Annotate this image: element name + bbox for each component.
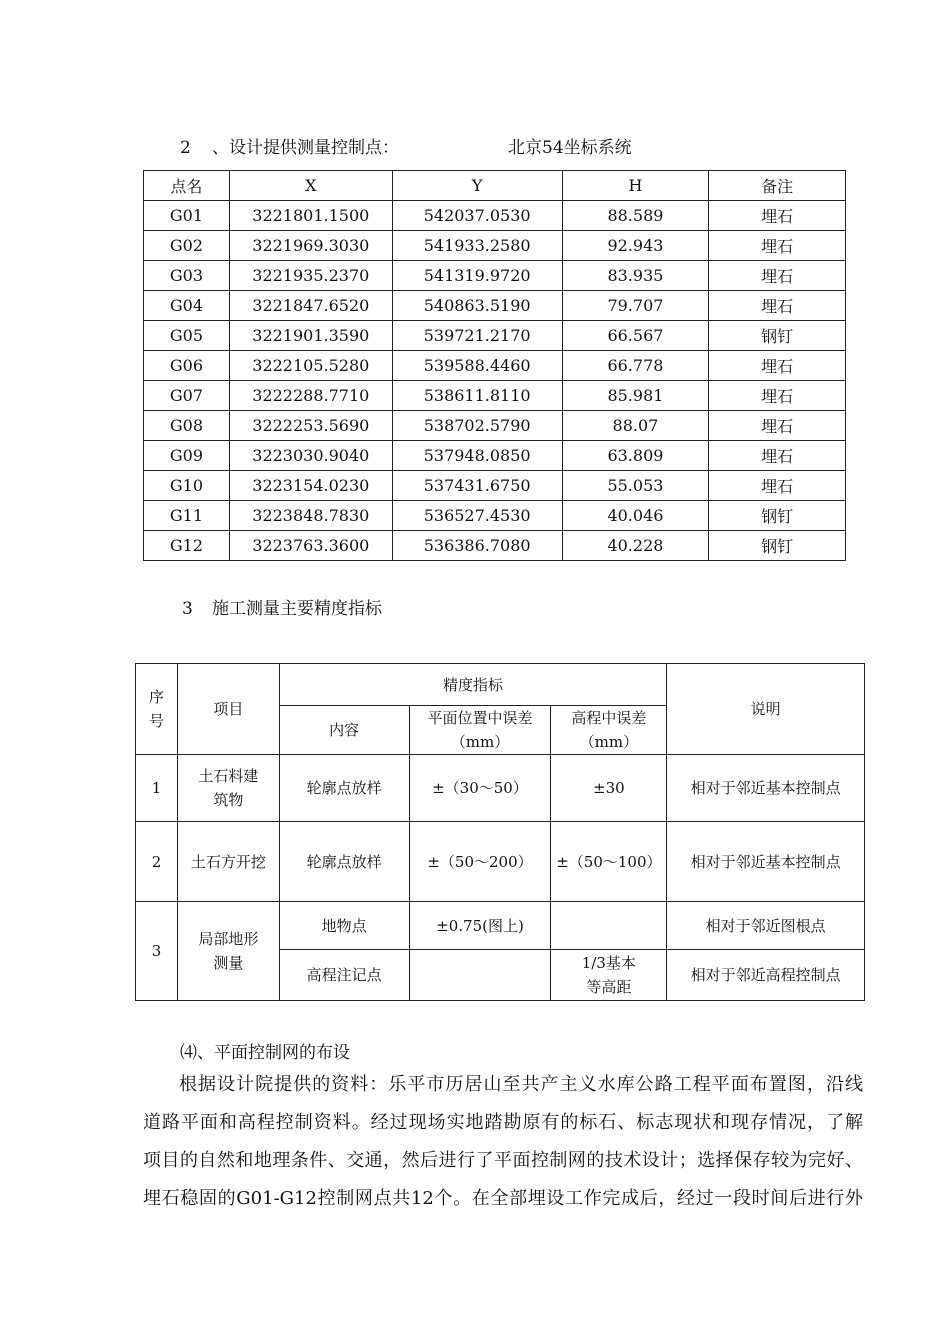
cell-remark: 钢钉 [709,321,846,351]
paragraph-line: 根据设计院提供的资料：乐平市历居山至共产主义水库公路工程平面布置图，沿线 [179,1074,863,1095]
cell-point-name: G11 [144,501,230,531]
cell-remark: 钢钉 [709,531,846,561]
cell-y: 538611.8110 [392,381,562,411]
cell-h: 85.981 [562,381,709,411]
cell-x: 3221847.6520 [229,291,392,321]
header-item: 项目 [177,664,279,755]
cell-x: 3222288.7710 [229,381,392,411]
header-height-error: 高程中误差 （mm） [551,706,667,755]
control-points-body [144,201,846,561]
cell-remark: 埋石 [709,231,846,261]
cell-item: 土石方开挖 [177,822,279,902]
paragraph-line: 道路平面和高程控制资料。经过现场实地踏勘原有的标石、标志现状和现存情况，了解 [143,1112,863,1133]
table-row [144,531,846,561]
cell-remark: 埋石 [709,201,846,231]
cell-h: 88.07 [562,411,709,441]
cell-x: 3221801.1500 [229,201,392,231]
cell-y: 541933.2580 [392,231,562,261]
cell-seq: 1 [136,755,178,822]
section-3-number: 3 [182,599,193,619]
cell-h: 66.778 [562,351,709,381]
cell-h: 79.707 [562,291,709,321]
section-2-number: 2 [180,138,191,158]
cell-seq: 3 [136,902,178,1001]
cell-y: 539721.2170 [392,321,562,351]
cell-point-name: G07 [144,381,230,411]
cell-y: 542037.0530 [392,201,562,231]
section-2-title: 、设计提供测量控制点： [212,138,399,158]
cell-h: 55.053 [562,471,709,501]
cell-h: 40.228 [562,531,709,561]
cell-remark: 埋石 [709,351,846,381]
cell-note: 相对于邻近基本控制点 [667,755,865,822]
cell-point-name: G02 [144,231,230,261]
cell-content: 高程注记点 [279,950,409,1001]
table-row [144,411,846,441]
cell-x: 3223030.9040 [229,441,392,471]
cell-x: 3223154.0230 [229,471,392,501]
table-row [144,321,846,351]
paragraph-line: 项目的自然和地理条件、交通，然后进行了平面控制网的技术设计；选择保存较为完好、 [143,1150,863,1171]
table-row [136,902,865,950]
section-3-heading [182,594,382,619]
header-note: 说明 [667,664,865,755]
cell-remark: 钢钉 [709,501,846,531]
cell-point-name: G05 [144,321,230,351]
cell-x: 3223848.7830 [229,501,392,531]
cell-point-name: G04 [144,291,230,321]
cell-content: 地物点 [279,902,409,950]
cell-h: 83.935 [562,261,709,291]
cell-point-name: G10 [144,471,230,501]
cell-note: 相对于邻近基本控制点 [667,822,865,902]
table-row [144,381,846,411]
cell-y: 538702.5790 [392,411,562,441]
table-row [144,201,846,231]
cell-y: 537948.0850 [392,441,562,471]
table-row [136,664,865,706]
cell-y: 540863.5190 [392,291,562,321]
header-plane-error: 平面位置中误差 （mm） [409,706,551,755]
cell-y: 536527.4530 [392,501,562,531]
cell-x: 3221935.2370 [229,261,392,291]
header-h: H [562,171,709,201]
header-seq: 序 号 [136,664,178,755]
cell-height-error: ±（50～100） [551,822,667,902]
accuracy-table [135,663,865,1001]
table-row [144,501,846,531]
cell-remark: 埋石 [709,441,846,471]
header-x: X [229,171,392,201]
coordinate-system: 北京54坐标系统 [508,138,632,158]
cell-note: 相对于邻近图根点 [667,902,865,950]
header-point-name: 点名 [144,171,230,201]
cell-x: 3221901.3590 [229,321,392,351]
cell-h: 63.809 [562,441,709,471]
table-row [144,441,846,471]
cell-x: 3222105.5280 [229,351,392,381]
table-row [144,471,846,501]
control-points-table [143,170,846,561]
cell-remark: 埋石 [709,261,846,291]
cell-h: 88.589 [562,201,709,231]
section-2-heading [180,133,632,158]
cell-y: 537431.6750 [392,471,562,501]
section-4-heading: ⑷、平面控制网的布设 [180,1043,350,1063]
table-row [144,231,846,261]
table-row [144,291,846,321]
cell-x: 3222253.5690 [229,411,392,441]
cell-h: 40.046 [562,501,709,531]
cell-plane-error: ±0.75(图上) [409,902,551,950]
cell-remark: 埋石 [709,471,846,501]
cell-remark: 埋石 [709,381,846,411]
cell-point-name: G12 [144,531,230,561]
cell-point-name: G01 [144,201,230,231]
cell-point-name: G08 [144,411,230,441]
cell-h: 66.567 [562,321,709,351]
section-4-paragraph [143,1066,863,1218]
cell-seq: 2 [136,822,178,902]
cell-plane-error [409,950,551,1001]
cell-plane-error: ±（30～50） [409,755,551,822]
cell-h: 92.943 [562,231,709,261]
table-row [144,261,846,291]
cell-note: 相对于邻近高程控制点 [667,950,865,1001]
cell-height-error: 1/3基本 等高距 [551,950,667,1001]
cell-x: 3221969.3030 [229,231,392,261]
cell-item: 土石料建 筑物 [177,755,279,822]
header-precision-index: 精度指标 [279,664,667,706]
cell-plane-error: ±（50～200） [409,822,551,902]
cell-point-name: G03 [144,261,230,291]
table-row [136,822,865,902]
paragraph-line: 埋石稳固的G01-G12控制网点共12个。在全部埋设工作完成后，经过一段时间后进行外 [143,1188,863,1209]
header-y: Y [392,171,562,201]
cell-point-name: G09 [144,441,230,471]
table-row [136,755,865,822]
cell-content: 轮廓点放样 [279,822,409,902]
cell-height-error: ±30 [551,755,667,822]
cell-remark: 埋石 [709,291,846,321]
cell-y: 539588.4460 [392,351,562,381]
cell-item: 局部地形 测量 [177,902,279,1001]
header-content: 内容 [279,706,409,755]
cell-remark: 埋石 [709,411,846,441]
table-header-row [144,171,846,201]
section-3-title: 施工测量主要精度指标 [212,599,382,619]
cell-y: 536386.7080 [392,531,562,561]
table-row [144,351,846,381]
cell-content: 轮廓点放样 [279,755,409,822]
cell-point-name: G06 [144,351,230,381]
header-remark: 备注 [709,171,846,201]
cell-y: 541319.9720 [392,261,562,291]
cell-x: 3223763.3600 [229,531,392,561]
cell-height-error [551,902,667,950]
